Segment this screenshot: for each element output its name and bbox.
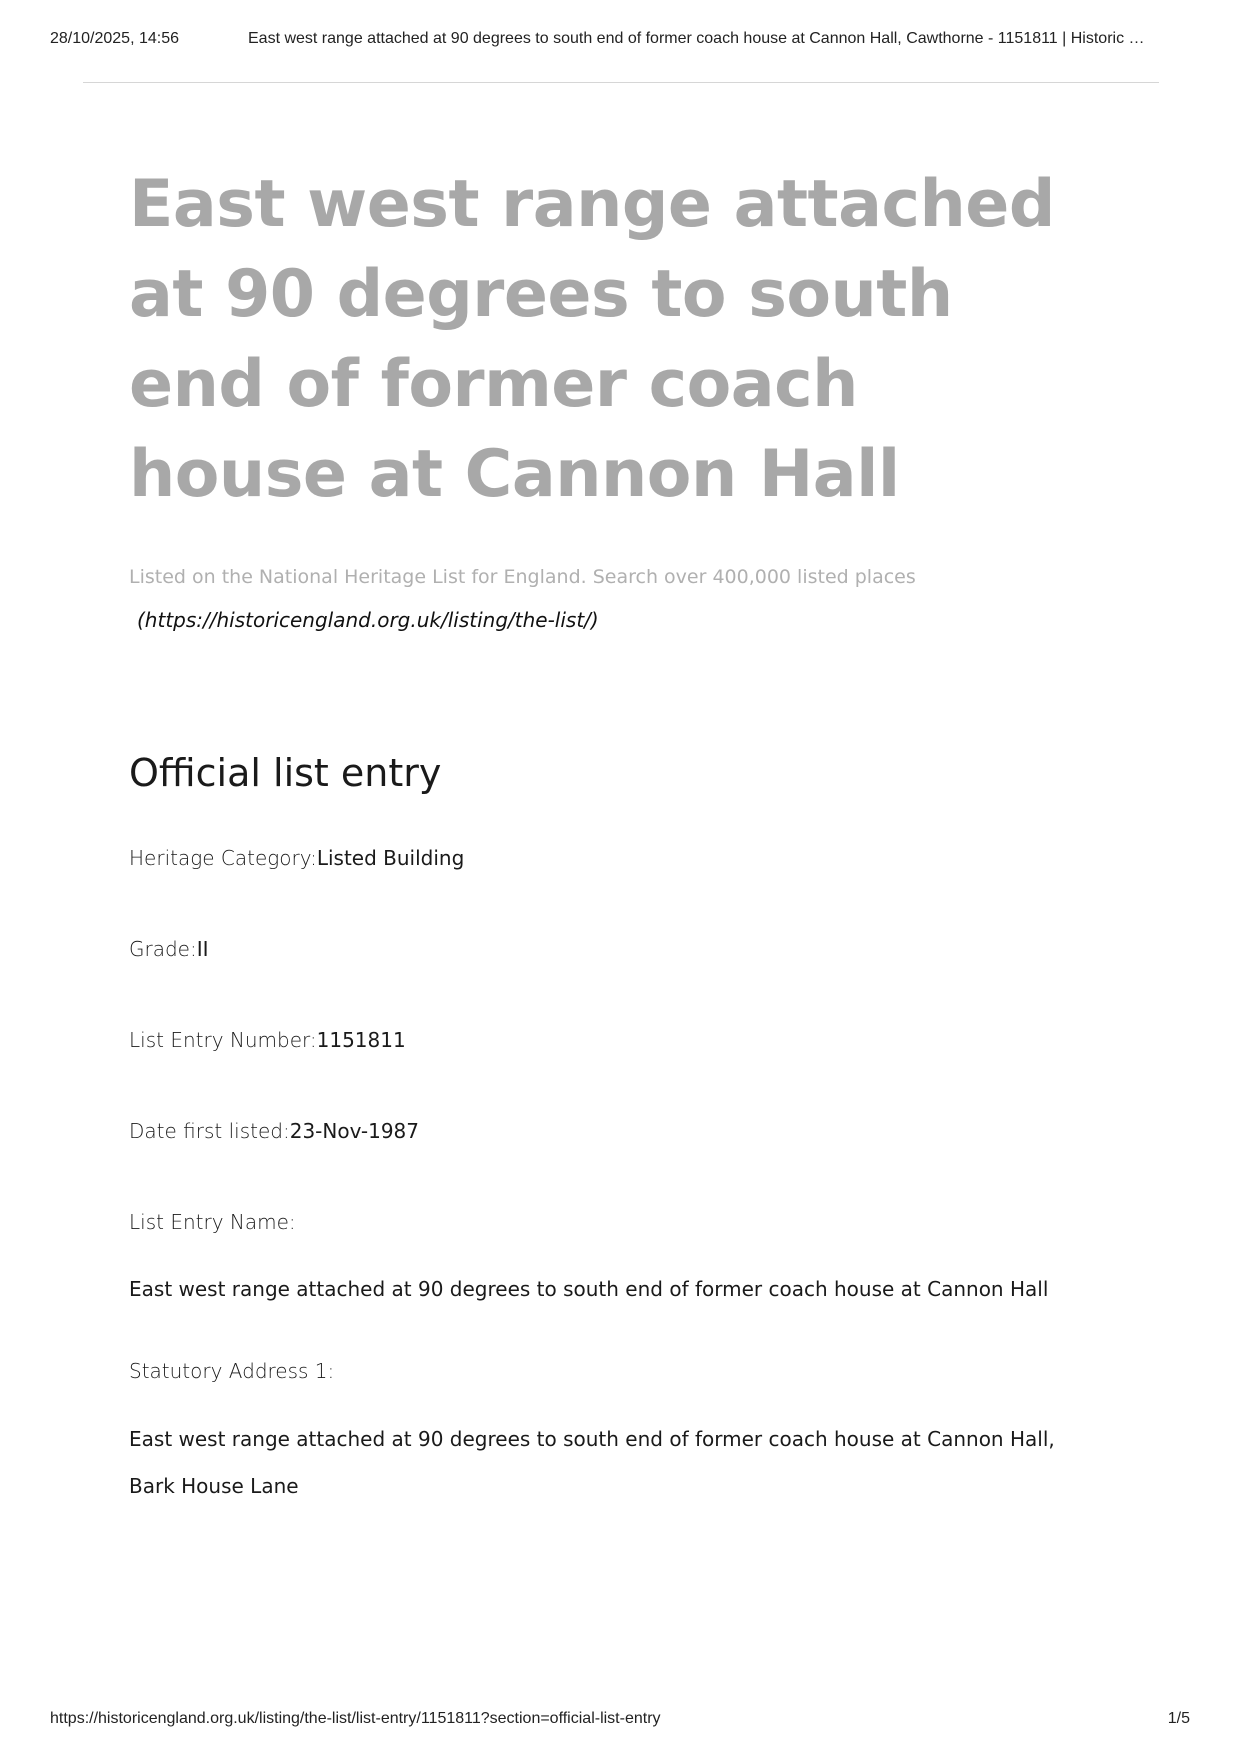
print-datetime: 28/10/2025, 14:56 [50, 30, 180, 47]
field-heritage-category [129, 844, 1089, 872]
statutory-address-value: East west range attached at 90 degrees to south end of former coach house at Cannon Hall, Bark House Lane [129, 1427, 1055, 1498]
date-first-listed-label: Date first listed: [129, 1119, 290, 1143]
statutory-address-label: Statutory Address 1: [129, 1359, 335, 1383]
heritage-category-value: Listed Building [316, 846, 465, 870]
heritage-category-label: Heritage Category: [129, 846, 317, 870]
main-content [129, 160, 1089, 1510]
field-list-entry-name [129, 1208, 1089, 1236]
print-doc-title: East west range attached at 90 degrees to south end of former coach house at Cannon Hall, Cawthorne - 1151811 | Historic … [248, 30, 1145, 47]
date-first-listed-value: 23-Nov-1987 [289, 1119, 419, 1143]
the-list-link[interactable]: (https://historicengland.org.uk/listing/the-list/) [137, 608, 599, 632]
field-date-first-listed [129, 1117, 1089, 1145]
list-entry-name-value: East west range attached at 90 degrees to south end of former coach house at Cannon Hall [129, 1277, 1049, 1301]
list-entry-number-value: 1151811 [316, 1028, 406, 1052]
page-number: 1/5 [1167, 1710, 1190, 1727]
page-title: East west range attached at 90 degrees to south end of former coach house at Cannon Hall [129, 167, 1055, 512]
grade-value: II [196, 937, 209, 961]
field-grade [129, 935, 1089, 963]
field-statutory-address [129, 1357, 1089, 1385]
print-header [50, 30, 1190, 54]
print-url: https://historicengland.org.uk/listing/the-list/list-entry/1151811?section=official-list-entry [50, 1710, 661, 1727]
field-list-entry-number [129, 1026, 1089, 1054]
grade-label: Grade: [129, 937, 197, 961]
header-divider [83, 82, 1159, 83]
list-entry-number-label: List Entry Number: [129, 1028, 317, 1052]
section-title-official-list-entry: Official list entry [129, 751, 442, 795]
list-entry-name-label: List Entry Name: [129, 1210, 296, 1234]
subtitle: Listed on the National Heritage List for England. Search over 400,000 listed places [129, 566, 916, 588]
